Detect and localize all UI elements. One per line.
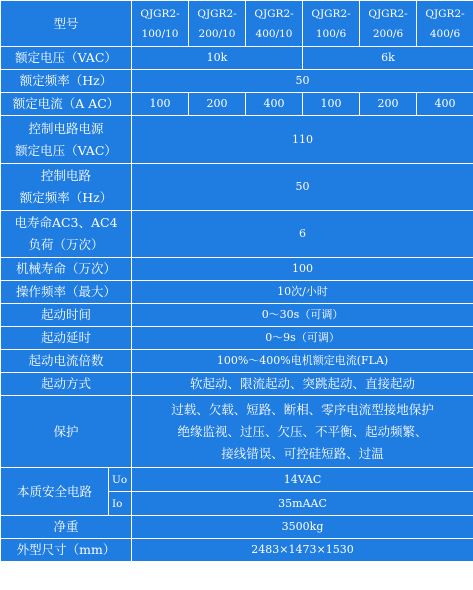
dimensions-value: 2483×1473×1530 — [132, 539, 473, 562]
model-header: QJGR2- 200/6 — [360, 1, 417, 47]
protection-value: 过载、欠载、短路、断相、零序电流型接地保护 绝缘监视、过压、欠压、不平衡、起动频繁、 接线错误、可控硅短路、过温 — [132, 396, 473, 468]
mechanical-life-label: 机械寿命（万次） — [1, 258, 132, 281]
start-delay-row — [1, 327, 473, 350]
uo-label: Uo — [109, 468, 132, 492]
start-delay-value: 0～9s（可调） — [132, 327, 473, 350]
uo-value: 14VAC — [132, 468, 473, 492]
rated-frequency-value: 50 — [132, 70, 473, 93]
header-row — [1, 1, 473, 47]
start-current-multiple-row — [1, 350, 473, 373]
start-delay-label: 起动延时 — [1, 327, 132, 350]
net-weight-value: 3500kg — [132, 516, 473, 539]
operating-frequency-label: 操作频率（最大） — [1, 281, 132, 304]
start-time-row — [1, 304, 473, 327]
model-header: QJGR2- 200/10 — [189, 1, 246, 47]
rated-current-value: 200 — [189, 93, 246, 116]
control-voltage-label: 控制电路电源 额定电压（VAC） — [1, 116, 132, 164]
dimensions-label: 外型尺寸（mm） — [1, 539, 132, 562]
rated-current-value: 100 — [132, 93, 189, 116]
mechanical-life-value: 100 — [132, 258, 473, 281]
start-mode-label: 起动方式 — [1, 373, 132, 396]
operating-frequency-row — [1, 281, 473, 304]
rated-voltage-right-value: 6k — [303, 47, 473, 70]
model-header: QJGR2- 100/10 — [132, 1, 189, 47]
rated-current-value: 400 — [246, 93, 303, 116]
mechanical-life-row — [1, 258, 473, 281]
start-mode-value: 软起动、限流起动、突跳起动、直接起动 — [132, 373, 473, 396]
rated-current-value: 400 — [417, 93, 473, 116]
model-header: QJGR2- 100/6 — [303, 1, 360, 47]
protection-label: 保护 — [1, 396, 132, 468]
dimensions-row — [1, 539, 473, 562]
rated-voltage-left-value: 10k — [132, 47, 303, 70]
control-voltage-value: 110 — [132, 116, 473, 164]
electrical-life-row — [1, 211, 473, 258]
model-header: QJGR2- 400/6 — [417, 1, 473, 47]
operating-frequency-value: 10次/小时 — [132, 281, 473, 304]
intrinsic-safety-label: 本质安全电路 — [1, 468, 109, 516]
start-current-multiple-value: 100%～400%电机额定电流(FLA) — [132, 350, 473, 373]
rated-voltage-row — [1, 47, 473, 70]
rated-frequency-row — [1, 70, 473, 93]
start-time-value: 0～30s（可调） — [132, 304, 473, 327]
rated-current-value: 100 — [303, 93, 360, 116]
model-header: QJGR2- 400/10 — [246, 1, 303, 47]
electrical-life-value: 6 — [132, 211, 473, 258]
rated-current-label: 额定电流（A AC） — [1, 93, 132, 116]
rated-frequency-label: 额定频率（Hz） — [1, 70, 132, 93]
start-time-label: 起动时间 — [1, 304, 132, 327]
rated-voltage-label: 额定电压（VAC） — [1, 47, 132, 70]
header-label: 型号 — [1, 1, 132, 47]
intrinsic-safety-uo-row — [1, 468, 473, 492]
protection-row — [1, 396, 473, 468]
control-frequency-label: 控制电路 额定频率（Hz） — [1, 164, 132, 211]
control-voltage-row — [1, 116, 473, 164]
start-current-multiple-label: 起动电流倍数 — [1, 350, 132, 373]
io-value: 35mAAC — [132, 492, 473, 516]
io-label: Io — [109, 492, 132, 516]
control-frequency-row — [1, 164, 473, 211]
net-weight-label: 净重 — [1, 516, 132, 539]
rated-current-row — [1, 93, 473, 116]
start-mode-row — [1, 373, 473, 396]
control-frequency-value: 50 — [132, 164, 473, 211]
rated-current-value: 200 — [360, 93, 417, 116]
electrical-life-label: 电寿命AC3、AC4 负荷（万次） — [1, 211, 132, 258]
net-weight-row — [1, 516, 473, 539]
